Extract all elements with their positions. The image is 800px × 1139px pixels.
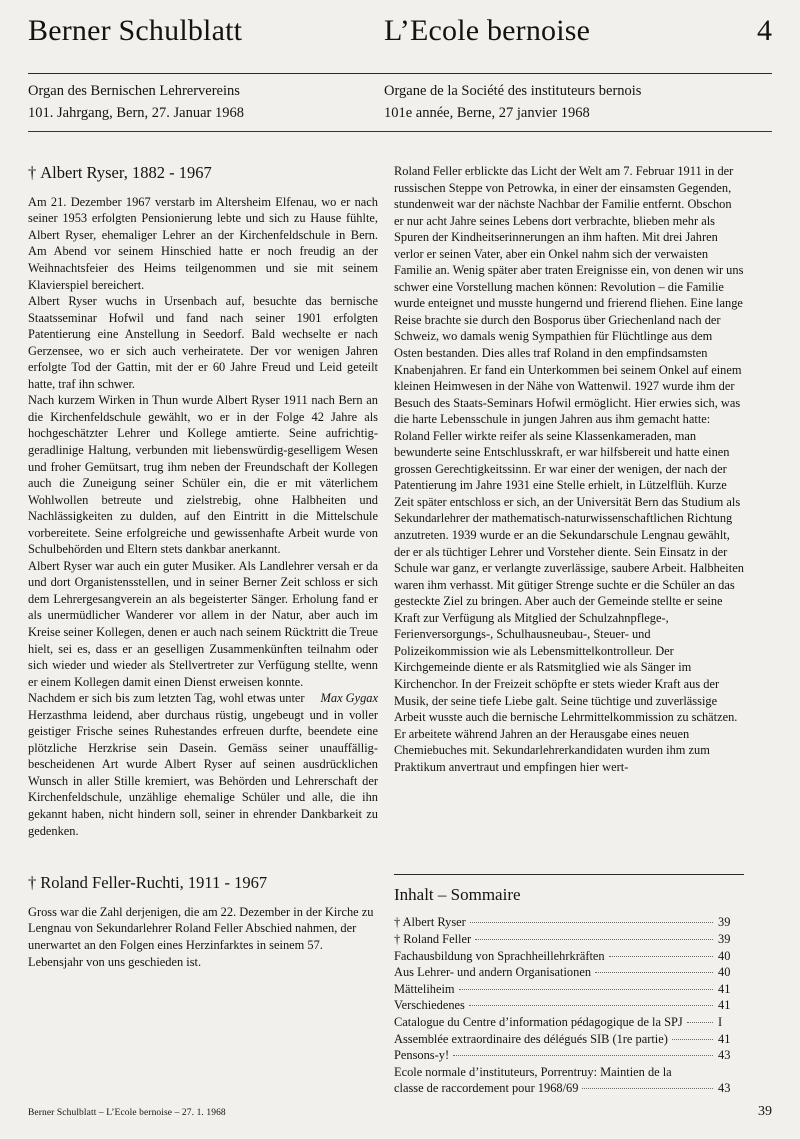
toc-leader-dots xyxy=(459,989,713,990)
toc-entry-label: Catalogue du Centre d’information pédagogique de la SPJ xyxy=(394,1015,683,1030)
masthead xyxy=(28,14,772,48)
obituary-1-title xyxy=(28,163,378,183)
toc-entry-page: 41 xyxy=(718,981,731,996)
toc-entry-label: † Roland Feller xyxy=(394,932,472,946)
toc-entry-label: Fachausbildung von Sprachheillehrkräften xyxy=(394,948,605,963)
obituary-1-paragraph-5-text: Nachdem er sich bis zum letzten Tag, wohl etwas unter Herzasthma leidend, aber durchaus rüstig, ungebeugt und in voller geistiger Frische seines Ruhestandes erfreuen durfte, beendete eine plötzliche Herzkrise sein Dasein. Gemäss seiner unauffällig-bescheidenen Art wurde Albert Ryser auf seinen ausdrücklichen Wunsch in aller Stille kremiert, was Behörden und Lehrerschaft der Kirchenfeldschule, unzählige ehemalige Schüler und alle, die ihn gekannt haben, nicht hindern soll, seiner in ehrender Dankbarkeit zu gedenken. xyxy=(28,691,378,838)
subtitle-fr-line1: Organe de la Société des instituteurs bernois xyxy=(384,83,642,99)
toc-entry-page: 41 xyxy=(718,1031,731,1046)
dagger-icon: † xyxy=(28,873,37,893)
toc-entry-page: 43 xyxy=(718,1048,731,1063)
toc-entry-label: Ecole normale d’instituteurs, Porrentruy: Maintien de la xyxy=(394,1064,672,1079)
obituary-1-paragraph-5 xyxy=(28,690,378,839)
toc-entry-label: Aus Lehrer- und andern Organisationen xyxy=(394,965,592,980)
toc-leader-dots xyxy=(672,1039,713,1040)
toc-rule xyxy=(394,874,744,875)
obituary-1-paragraph-1: Am 21. Dezember 1967 verstarb im Altersheim Elfenau, wo er nach seiner 1953 erfolgten Pensionierung lebte und sich zu Hause fühlte, Albert Ryser, ehemaliger Lehrer an der Kirchenfeldschule in Bern. Am Abend vor seinem Hinschied hatte er noch freudig an der Weihnachtsfeier des Heims teilgenommen und sie mit seinem Klavierspiel bereichert. xyxy=(28,194,378,292)
obituary-1-paragraph-3: Nach kurzem Wirken in Thun wurde Albert Ryser 1911 nach Bern an die Kirchenfeldschule gewählt, wo er in der Folge 42 Jahre als hochgeschätzter Lehrer und Kollege amtierte. Seine aufrichtig-geradlinige Haltung, verbunden mit liebenswürdig-geselligem Wesen und froher Gemütsart, trug ihm neben der Freundschaft der Kollegen auch die Zuneigung seiner Schüler ein, die er mit väterlichem Wohlwollen betreute und zielstrebig, ohne Halbheiten und Nachlässigkeiten zu dulden, auf den Eintritt in die Mittelschule vorbereitete. Seine erfolgreiche und gewissenhafte Arbeit wurde von Schulbehörden und Eltern stets dankbar anerkannt. xyxy=(28,393,378,557)
column-left xyxy=(28,163,378,970)
toc-entry[interactable] xyxy=(394,1047,744,1064)
toc-entry[interactable] xyxy=(394,931,744,948)
obituary-2-paragraph-2: Roland Feller erblickte das Licht der Welt am 7. Februar 1911 in der russischen Steppe von Petrowka, in einer der einsamsten Gegenden, stundenweit war der nächste Nachbar der Familie entfernt. Obschon er nur acht Jahre seines Lebens dort verbrachte, blieben mehr als Spuren der Kindheitserinnerungen an ihm haften. Mit drei Jahren verlor er seinen Vater, aber ein Onkel nahm sich der verwaisten Familie an. Wenig später aber traten Ereignisse ein, von denen wir uns schwer eine Vorstellung machen können: Revolution – die Familie wurde enteignet und musste hungernd und frierend fliehen. Eine lange Reise brachte sie durch den Bosporus über Griechenland nach der Schweiz, wo damals wenig Sympathien für Flüchtlinge aus dem Osten bestanden. Dies alles traf Roland in den empfindsamsten Knabenjahren. Er fand ein Unterkommen bei seinem Onkel auf einem kleinen Heimwesen in der Nähe von Wattenwil. 1927 wurde ihm der Besuch des Staats-Seminars Hofwil ermöglicht. Hier erwies sich, was die harte Lebensschule in jungen Jahren aus ihm gemacht hatte: Roland Feller wirkte reifer als seine Klassenkameraden, man bewunderte seine Entschlusskraft, er war hilfsbereit und hatte einen grossen Gerechtigkeitssinn. Er war einer der wenigen, der nach der Patentierung im Jahre 1931 eine Stelle erhielt, in Lützelflüh. Kurze Zeit später entschloss er sich, an der Universität Bern das Studium als Sekundarlehrer der mathematisch-naturwissenschaftlichen Richtung anzutreten. 1939 wurde er an die Sekundarschule Lengnau gewählt, der er als tüchtiger Lehrer und Vorsteher diente. Sein Einsatz in der Schule war ganz, er verlangte zuverlässige, saubere Arbeit. Halbheiten waren ihm verhasst. Mit gütiger Strenge suchte er die Schüler an das gesteckte Ziel zu bringen. Aber auch der Gemeinde stellte er seine Kraft zur Verfügung als Mitglied der Schulzahnpflege-, Ferienversorgungs-, Schulhausneubau-, Steuer- und Polizeikommission wie als Lebensmittelkontrolleur. Der Kirchgemeinde diente er als Ratsmitglied wie als Sänger im Kirchenchor. In der Freizeit schöpfte er stets wieder Kraft aus der Musik, der seine tiefe Liebe galt. Seine tüchtige und zuverlässige Arbeit wusste auch die bernische Lehrmittelkommission zu schätzen. Er arbeitete während Jahren an der Herausgabe eines neuen Chemiebuches mit. Sekundarlehrerkandidaten wurden ihm zum Praktikum anvertraut und empfingen hier wert- xyxy=(394,164,744,774)
column-right xyxy=(394,163,744,775)
toc-entry[interactable] xyxy=(394,1031,744,1048)
obituary-2-title xyxy=(28,873,378,893)
toc-heading: Inhalt – Sommaire xyxy=(394,885,521,904)
subtitle-de-line2: 101. Jahrgang, Bern, 27. Januar 1968 xyxy=(28,105,244,122)
toc-entry-label: Assemblée extraordinaire des délégués SIB (1re partie) xyxy=(394,1031,668,1046)
masthead-title-french: L’Ecole bernoise xyxy=(384,14,591,47)
toc-list xyxy=(394,914,744,1097)
obituary-1-paragraph-4: Albert Ryser war auch ein guter Musiker. Als Landlehrer versah er da und dort Organistensstellen, und in seiner Berner Zeit schloss er sich dem Lehrergesangverein an als begeisterter Sänger. Erholung fand er als unermüdlicher Wanderer vor allem in der Natur, aber auch im Kreise seiner Kollegen, denen er auch nach seinem Rücktritt die Treue hielt, sei es, dass er an geselligen Zusammenkünften teilnahm oder sich wieder und wieder als Stellvertreter zur Verfügung stellte, wenn er einem Kollegen damit einen Dienst erweisen konnte. xyxy=(28,558,378,689)
masthead-title-german: Berner Schulblatt xyxy=(28,14,243,47)
toc-entry-page: 40 xyxy=(718,965,731,980)
page-footer xyxy=(28,1104,772,1120)
toc-entry[interactable] xyxy=(394,1064,744,1097)
subtitle-de-line1: Organ des Bernischen Lehrervereins xyxy=(28,83,240,99)
toc-entry-page: I xyxy=(718,1015,723,1030)
toc-entry[interactable] xyxy=(394,914,744,931)
toc-entry[interactable] xyxy=(394,948,744,965)
toc-leader-dots xyxy=(609,956,713,957)
toc-entry-page: 40 xyxy=(718,948,731,963)
toc-entry[interactable] xyxy=(394,964,744,981)
toc-entry-label: † Albert Ryser xyxy=(394,915,466,930)
issue-number: 4 xyxy=(757,14,772,47)
toc-leader-dots xyxy=(470,922,713,923)
toc-leader-dots xyxy=(582,1088,713,1089)
toc-leader-dots xyxy=(687,1022,713,1023)
footer-publication-line: Berner Schulblatt – L’Ecole bernoise – 27. 1. 1968 xyxy=(28,1108,226,1118)
masthead-subtitle-german xyxy=(28,80,384,124)
toc-entry-label: Mätteliheim xyxy=(394,981,455,996)
obituary-2-title-text: Roland Feller-Ruchti, 1911 - 1967 xyxy=(40,873,268,893)
masthead-subtitle-french xyxy=(384,80,772,124)
obituary-1-title-text: Albert Ryser, 1882 - 1967 xyxy=(40,163,212,182)
dagger-icon: † xyxy=(28,163,37,182)
toc-entry-page: 41 xyxy=(718,998,731,1013)
toc-entry-page: 43 xyxy=(718,1081,731,1096)
toc-entry[interactable] xyxy=(394,1014,744,1031)
toc-leader-dots xyxy=(469,1005,713,1006)
toc-entry-label-continued xyxy=(394,1080,744,1097)
toc-entry-page: 39 xyxy=(718,932,731,946)
toc-entry-label-text: classe de raccordement pour 1968/69 xyxy=(394,1081,579,1096)
toc-leader-dots xyxy=(475,939,713,940)
obituary-1-paragraph-2: Albert Ryser wuchs in Ursenbach auf, besuchte das bernische Staatsseminar Hofwil und fand nach seiner 1901 erfolgten Patentierung eine Anstellung in Seedorf. Bald wechselte er nach Gerzensee, wo er sich auch verheiratete. Der vor wenigen Jahren erfolgte Tod der Gattin, mit der er 60 Jahre Freud und Leid geteilt hatte, traf ihn schwer. xyxy=(28,294,378,391)
toc-entry-page: 39 xyxy=(718,915,731,930)
footer-page-number: 39 xyxy=(758,1104,772,1119)
subtitle-fr-line2: 101e année, Berne, 27 janvier 1968 xyxy=(384,105,590,122)
masthead-subtitle xyxy=(28,80,772,124)
toc-entry[interactable] xyxy=(394,981,744,998)
toc-entry-label: Pensons-y! xyxy=(394,1048,450,1063)
masthead-rule-top xyxy=(28,73,772,74)
obituary-1-signature: Max Gygax xyxy=(320,691,378,706)
masthead-rule-bottom xyxy=(28,131,772,132)
table-of-contents xyxy=(394,874,744,1097)
toc-leader-dots xyxy=(595,972,713,973)
toc-leader-dots xyxy=(453,1055,713,1056)
obituary-2-paragraph-1: Gross war die Zahl derjenigen, die am 22. Dezember in der Kirche zu Lengnau von Sekundarlehrer Roland Feller Abschied nahmen, der unerwartet an den Folgen eines Herzinfarktes in seinem 57. Lebensjahr von uns geschieden ist. xyxy=(28,904,374,969)
toc-entry-label: Verschiedenes xyxy=(394,998,465,1013)
toc-entry[interactable] xyxy=(394,997,744,1014)
